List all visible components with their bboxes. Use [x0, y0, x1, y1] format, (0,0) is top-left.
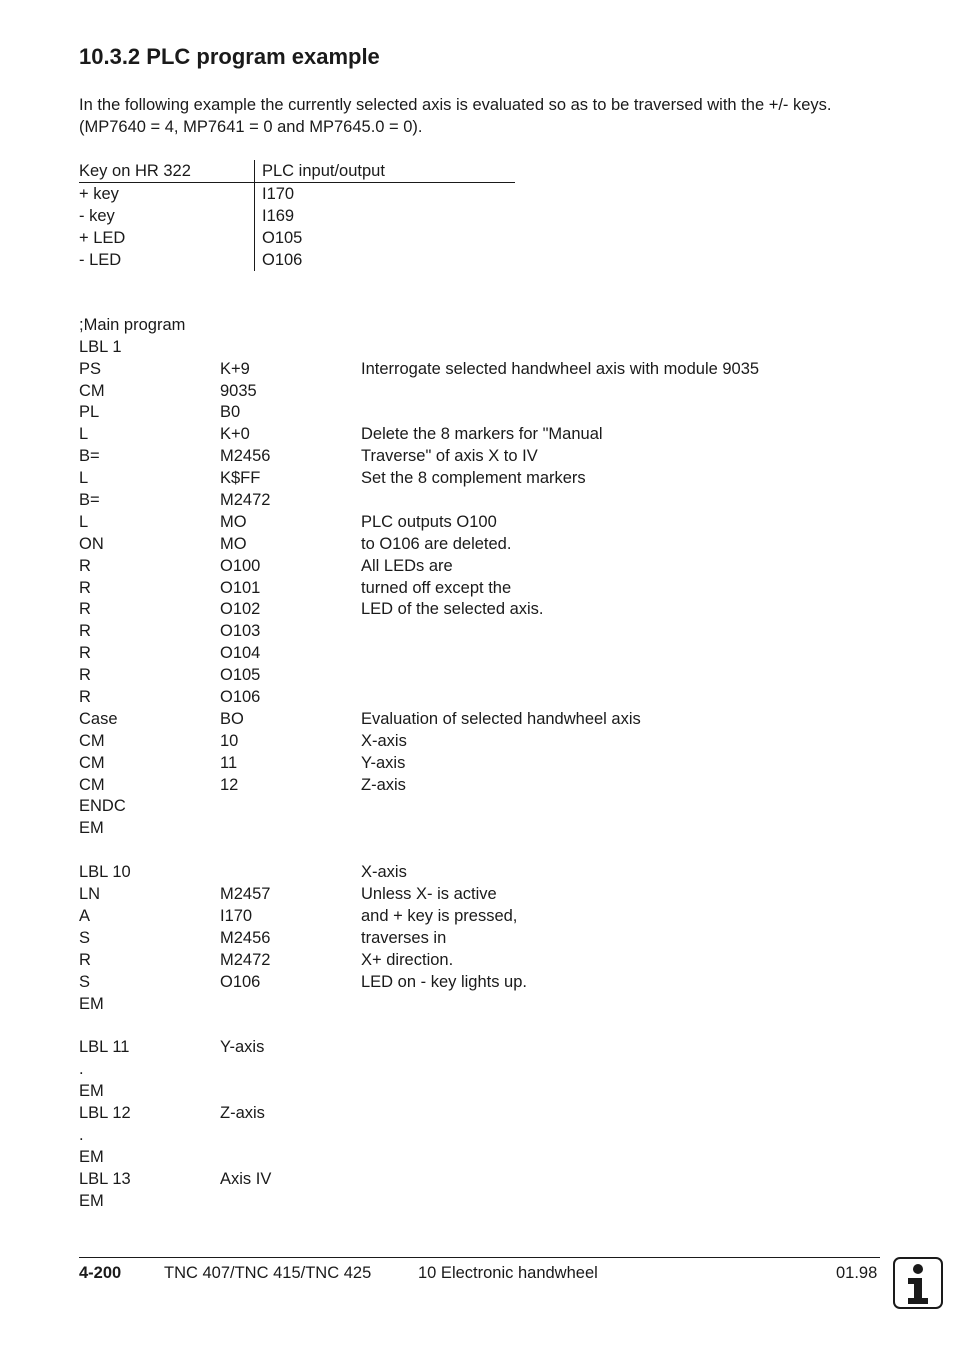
key-table-header-io: PLC input/output — [262, 162, 385, 180]
key-table-body — [79, 183, 515, 271]
listing-cmt: Y-axis — [361, 753, 406, 772]
listing-cmt: Evaluation of selected handwheel axis — [361, 709, 641, 728]
listing-cmt: X+ direction. — [361, 950, 454, 969]
listing-line — [79, 468, 881, 490]
listing-op: PS — [79, 359, 102, 378]
listing-arg: 9035 — [220, 381, 257, 400]
intro-paragraph: In the following example the currently selected axis is evaluated so as to be traversed with the +/- keys. (MP7640 = 4, MP7641 = 0 and MP7645.0 = 0). — [79, 96, 832, 136]
listing-line — [79, 1081, 881, 1103]
listing-cmt — [361, 1081, 881, 1103]
listing-op: LBL 10 — [79, 863, 131, 882]
listing-line — [79, 884, 881, 906]
listing-arg: M2457 — [220, 885, 271, 904]
listing-line — [79, 490, 881, 512]
listing-line — [79, 972, 881, 994]
listing-arg — [220, 862, 361, 884]
listing-op: B= — [79, 491, 100, 510]
listing-cmt — [361, 1191, 881, 1213]
listing-cmt: Set the 8 complement markers — [361, 469, 586, 488]
footer-page-number: 4-200 — [79, 1264, 122, 1282]
listing-cmt: PLC outputs O100 — [361, 512, 497, 531]
listing-arg — [220, 1147, 361, 1169]
listing-cmt — [361, 1147, 881, 1169]
listing-line — [79, 1147, 881, 1169]
listing-op: ENDC — [79, 797, 126, 816]
listing-op: EM — [79, 819, 104, 838]
listing-op: R — [79, 644, 91, 663]
listing-line — [79, 665, 881, 687]
listing-line — [79, 994, 881, 1016]
listing-op: LBL 12 — [79, 1103, 131, 1122]
listing-line — [79, 906, 881, 928]
listing-cmt — [361, 337, 881, 359]
listing-cmt: Traverse" of axis X to IV — [361, 447, 538, 466]
listing-line — [79, 512, 881, 534]
listing-arg: K$FF — [220, 469, 261, 488]
listing-arg: Axis IV — [220, 1169, 272, 1188]
key-table-key-cell: + key — [79, 183, 255, 205]
footer-rule — [79, 1257, 880, 1258]
listing-line — [79, 621, 881, 643]
listing-cmt — [361, 665, 881, 687]
listing-cmt: traverses in — [361, 928, 447, 947]
listing-op: CM — [79, 775, 105, 794]
listing-line — [79, 556, 881, 578]
listing-cmt — [361, 818, 881, 840]
footer-chapter: 10 Electronic handwheel — [418, 1264, 598, 1282]
listing-line — [79, 1169, 881, 1191]
listing-line — [79, 928, 881, 950]
listing-arg — [220, 315, 361, 337]
key-table-key-cell: + LED — [79, 227, 255, 249]
listing-arg: O104 — [220, 644, 261, 663]
listing-op: LN — [79, 885, 101, 904]
listing-cmt: LED of the selected axis. — [361, 600, 544, 619]
listing-line — [79, 950, 881, 972]
page-title: 10.3.2 PLC program example — [79, 44, 380, 69]
listing-arg: M2472 — [220, 491, 271, 510]
listing-cmt — [361, 687, 881, 709]
listing-arg: M2472 — [220, 950, 271, 969]
listing-line — [79, 402, 881, 424]
listing-op: L — [79, 469, 89, 488]
listing-arg — [220, 840, 361, 862]
listing-cmt: X-axis — [361, 731, 407, 750]
listing-op: CM — [79, 381, 105, 400]
listing-line — [79, 775, 881, 797]
listing-op: R — [79, 666, 91, 685]
listing-cmt — [361, 402, 881, 424]
listing-cmt — [361, 381, 881, 403]
listing-line — [79, 446, 881, 468]
key-table-header — [79, 160, 515, 183]
listing-arg: 12 — [220, 775, 239, 794]
listing-arg: Y-axis — [220, 1038, 265, 1057]
listing-arg: O106 — [220, 972, 261, 991]
listing-arg: O106 — [220, 688, 261, 707]
listing-cmt — [361, 796, 881, 818]
listing-arg — [220, 1081, 361, 1103]
listing-op: R — [79, 622, 91, 641]
listing-op: B= — [79, 447, 100, 466]
listing-op: R — [79, 600, 91, 619]
listing-cmt — [361, 293, 881, 315]
listing-line — [79, 1125, 881, 1147]
listing-arg: M2456 — [220, 447, 271, 466]
listing-cmt: turned off except the — [361, 578, 512, 597]
key-table-row — [79, 205, 515, 227]
listing-cmt — [361, 1169, 881, 1191]
listing-cmt — [361, 315, 881, 337]
key-table-io-cell: O105 — [262, 229, 303, 247]
footer-date: 01.98 — [836, 1264, 878, 1282]
listing-line — [79, 862, 881, 884]
listing-arg — [220, 818, 361, 840]
listing-arg: O102 — [220, 600, 261, 619]
listing-cmt — [361, 643, 881, 665]
key-table-row — [79, 249, 515, 271]
listing-op: R — [79, 950, 91, 969]
info-icon — [893, 1257, 943, 1309]
listing-line — [79, 1103, 881, 1125]
listing-line — [79, 1059, 881, 1081]
listing-arg — [220, 994, 361, 1016]
listing-line — [79, 578, 881, 600]
listing-arg — [220, 1015, 361, 1037]
listing-line — [79, 818, 881, 840]
listing-line — [79, 359, 881, 381]
listing-op: . — [79, 1060, 84, 1079]
listing-arg: O105 — [220, 666, 261, 685]
listing-cmt: Delete the 8 markers for "Manual — [361, 425, 603, 444]
listing-cmt — [361, 994, 881, 1016]
listing-arg: K+9 — [220, 359, 250, 378]
key-table-row — [79, 227, 515, 249]
listing-op — [79, 840, 220, 862]
key-table-row — [79, 183, 515, 205]
listing-op: EM — [79, 1191, 104, 1210]
listing-op: R — [79, 556, 91, 575]
listing-arg — [220, 337, 361, 359]
listing-op: A — [79, 906, 91, 925]
listing-op: LBL 11 — [79, 1038, 130, 1057]
listing-cmt — [361, 621, 881, 643]
listing-line — [79, 796, 881, 818]
listing-line — [79, 687, 881, 709]
listing-op: ;Main program — [79, 315, 186, 334]
listing-op: S — [79, 928, 91, 947]
listing-line — [79, 424, 881, 446]
listing-op: CM — [79, 731, 105, 750]
key-table-header-key: Key on HR 322 — [79, 160, 255, 182]
listing-op: L — [79, 512, 89, 531]
listing-cmt: X-axis — [361, 863, 407, 882]
listing-cmt — [361, 1037, 881, 1059]
listing-op: L — [79, 425, 89, 444]
listing-op: S — [79, 972, 91, 991]
listing-line — [79, 315, 881, 337]
listing-line — [79, 534, 881, 556]
key-table — [79, 160, 515, 271]
key-table-io-cell: I169 — [262, 207, 295, 225]
listing-cmt — [361, 840, 881, 862]
listing-cmt: Interrogate selected handwheel axis with module 9035 — [361, 359, 760, 378]
listing-arg — [220, 1191, 361, 1213]
listing-line — [79, 709, 881, 731]
listing-arg: I170 — [220, 906, 253, 925]
listing-cmt: and + key is pressed, — [361, 906, 518, 925]
listing-line — [79, 840, 881, 862]
listing-line — [79, 1037, 881, 1059]
listing-line — [79, 1015, 881, 1037]
listing-line — [79, 753, 881, 775]
listing-arg — [220, 796, 361, 818]
listing-arg: M2456 — [220, 928, 271, 947]
listing-op: EM — [79, 1082, 104, 1101]
listing-cmt — [361, 1059, 881, 1081]
listing-line — [79, 1191, 881, 1213]
listing-arg: K+0 — [220, 425, 250, 444]
listing-arg: MO — [220, 512, 247, 531]
listing-op: . — [79, 1125, 84, 1144]
listing-arg: 10 — [220, 731, 239, 750]
listing-arg: BO — [220, 709, 244, 728]
listing-arg: O101 — [220, 578, 261, 597]
footer-model: TNC 407/TNC 415/TNC 425 — [164, 1264, 372, 1282]
listing-op: LBL 13 — [79, 1169, 131, 1188]
listing-arg: 11 — [220, 753, 238, 772]
listing-op: LBL 1 — [79, 337, 122, 356]
listing-arg — [220, 293, 361, 315]
listing-arg: O100 — [220, 556, 261, 575]
listing-cmt — [361, 490, 881, 512]
listing-op — [79, 1015, 220, 1037]
key-table-io-cell: O106 — [262, 251, 303, 269]
listing-cmt — [361, 1125, 881, 1147]
listing-line — [79, 643, 881, 665]
listing-line — [79, 381, 881, 403]
listing-arg — [220, 1059, 361, 1081]
listing-op: EM — [79, 994, 104, 1013]
key-table-key-cell: - LED — [79, 249, 255, 271]
key-table-io-cell: I170 — [262, 185, 295, 203]
listing-op: ON — [79, 534, 104, 553]
listing-arg: MO — [220, 534, 247, 553]
key-table-key-cell: - key — [79, 205, 255, 227]
listing-cmt — [361, 1015, 881, 1037]
listing-op: PL — [79, 403, 100, 422]
listing-op — [79, 293, 220, 315]
listing-cmt — [361, 1103, 881, 1125]
plc-program-listing — [79, 293, 881, 1212]
listing-cmt: Z-axis — [361, 775, 406, 794]
listing-arg — [220, 1125, 361, 1147]
listing-op: Case — [79, 709, 118, 728]
listing-op: R — [79, 578, 91, 597]
listing-arg: B0 — [220, 403, 241, 422]
listing-arg: O103 — [220, 622, 261, 641]
listing-op: EM — [79, 1147, 104, 1166]
listing-op: CM — [79, 753, 105, 772]
listing-cmt: Unless X- is active — [361, 885, 497, 904]
listing-arg: Z-axis — [220, 1103, 265, 1122]
listing-op: R — [79, 688, 91, 707]
listing-line — [79, 293, 881, 315]
listing-cmt: to O106 are deleted. — [361, 534, 512, 553]
listing-cmt: All LEDs are — [361, 556, 453, 575]
listing-line — [79, 337, 881, 359]
listing-line — [79, 731, 881, 753]
listing-line — [79, 599, 881, 621]
listing-cmt: LED on - key lights up. — [361, 972, 527, 991]
